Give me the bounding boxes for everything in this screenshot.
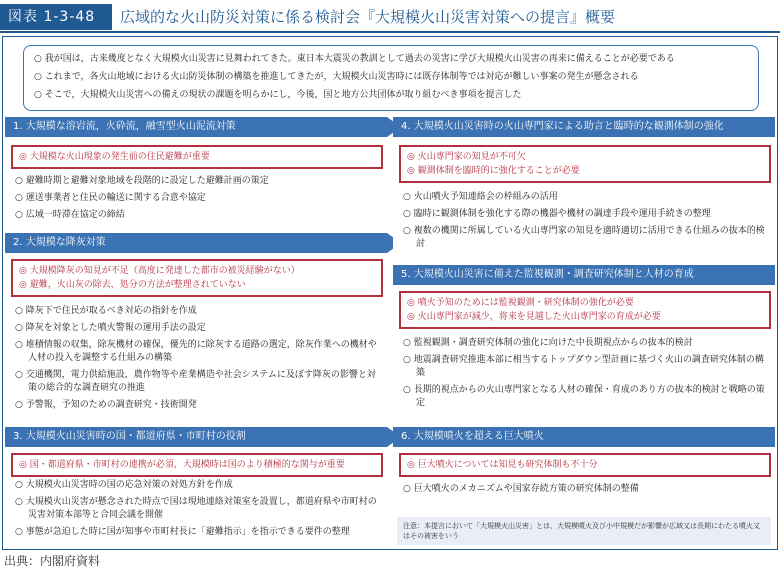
section-3-heading: 3. 大規模火山災害時の国・都道府県・市町村の役割 bbox=[5, 427, 387, 447]
list-item: ○ 複数の機関に所属している火山専門家の知見を適時適切に活用できる仕組みの抜本的検討 bbox=[403, 226, 765, 249]
list-item: ○ 予警報，予知のための調査研究・技術開発 bbox=[15, 400, 197, 410]
issue-line: ◎ 巨大噴火については知見も研究体制も不十分 bbox=[407, 460, 598, 470]
section-5-items bbox=[403, 337, 769, 414]
diagram-frame bbox=[2, 36, 778, 550]
list-item: ○ 事態が急迫した時に国が知事や市町村長に「避難指示」を指示できる要件の整理 bbox=[15, 527, 350, 537]
intro-box bbox=[23, 45, 759, 111]
section-6-items bbox=[403, 483, 769, 500]
list-item: ○ 避難時期と避難対象地域を段階的に設定した避難計画の策定 bbox=[15, 176, 269, 186]
figure-label: 図表 1-3-48 bbox=[0, 4, 112, 30]
section-4-items bbox=[403, 191, 769, 255]
title-rule bbox=[0, 31, 780, 33]
list-item: ○ 大規模火山災害が懸念された時点で国は現地連絡対策室を設置し，都道府県や市町村の災害対策本部等と合同会議を開催 bbox=[15, 497, 377, 520]
list-item: ○ 降灰下で住民が取るべき対応の指針を作成 bbox=[15, 306, 197, 316]
section-4-heading: 4. 大規模火山災害時の火山専門家による助言と臨時的な観測体制の強化 bbox=[393, 117, 775, 137]
list-item: ○ 交通機関，電力供給施設，農作物等や産業構造や社会システムに及ぼす降灰の影響と対策の総合的な調査研究の推進 bbox=[15, 370, 376, 393]
issue-line: ◎ 火山専門家の知見が不可欠 bbox=[407, 152, 526, 162]
issue-line: ◎ 観測体制を臨時的に強化することが必要 bbox=[407, 166, 580, 176]
source-caption: 出典：内閣府資料 bbox=[4, 554, 101, 568]
list-item: ○ 堆積情報の収集，除灰機材の確保，優先的に除灰する道路の選定，除灰作業への機材や人材の投入を調整する仕組みの構築 bbox=[15, 340, 377, 363]
section-5-issue-box bbox=[399, 291, 771, 329]
section-3-items bbox=[15, 479, 381, 543]
section-6-heading: 6. 大規模噴火を超える巨大噴火 bbox=[393, 427, 775, 447]
list-item: ○ 降灰を対象とした噴火警報の運用手法の設定 bbox=[15, 323, 206, 333]
section-4-issue-box bbox=[399, 145, 771, 183]
list-item: ○ 監視観測・調査研究体制の強化に向けた中長期視点からの抜本的検討 bbox=[403, 338, 693, 348]
list-item: ○ 運送事業者と住民の輸送に関する合意や協定 bbox=[15, 193, 206, 203]
intro-line: ○ これまで，各火山地域における火山防災体制の構築を推進してきたが，大規模火山災害時には既存体制等では対応が難しい事案の発生が懸念される bbox=[34, 72, 639, 82]
section-1-issue-box bbox=[11, 145, 383, 169]
definition-note: 注意：本提言において「大規模火山災害」とは，大規模噴火及び小中規模だが影響が広域又は長期にわたる噴火又はその被害をいう bbox=[397, 517, 771, 545]
list-item: ○ 広域一時滞在協定の締結 bbox=[15, 210, 125, 220]
intro-line: ○ そこで，大規模火山災害への備えの現状の課題を明らかにし，今後，国と地方公共団体が取り組むべき事項を提言した bbox=[34, 90, 522, 100]
figure-title: 広域的な火山防災対策に係る検討会『大規模火山災害対策への提言』概要 bbox=[120, 8, 616, 26]
list-item: ○ 地震調査研究推進本部に相当するトップダウン型計画に基づく火山の調査研究体制の構築 bbox=[403, 355, 764, 378]
section-3-issue-box bbox=[11, 453, 383, 477]
figure-header bbox=[0, 0, 780, 32]
section-1-heading: 1. 大規模な溶岩流，火砕流，融雪型火山泥流対策 bbox=[5, 117, 387, 137]
section-2-heading: 2. 大規模な降灰対策 bbox=[5, 233, 387, 253]
issue-line: ◎ 大規模降灰の知見が不足（高度に発達した都市の被災経験がない） bbox=[19, 266, 300, 276]
left-column bbox=[5, 117, 387, 549]
issue-line: ◎ 火山専門家が減少，将来を見越した火山専門家の育成が必要 bbox=[407, 312, 661, 322]
intro-line: ○ 我が国は，古来幾度となく大規模火山災害に見舞われてきた。東日本大震災の教訓として過去の災害に学び大規模火山災害の再来に備えることが必要である bbox=[34, 54, 675, 64]
section-1-items bbox=[15, 175, 381, 226]
section-2-items bbox=[15, 305, 381, 416]
section-6-issue-box bbox=[399, 453, 771, 477]
list-item: ○ 巨大噴火のメカニズムや国家存続方策の研究体制の整備 bbox=[403, 484, 639, 494]
list-item: ○ 大規模火山災害時の国の応急対策の対処方針を作成 bbox=[15, 480, 233, 490]
section-5-heading: 5. 大規模火山災害に備えた監視観測・調査研究体制と人材の育成 bbox=[393, 265, 775, 285]
issue-line: ◎ 避難，火山灰の除去，処分の方法が整理されていない bbox=[19, 280, 246, 290]
issue-line: ◎ 大規模な火山現象の発生前の住民避難が重要 bbox=[19, 152, 210, 162]
right-column bbox=[393, 117, 775, 549]
list-item: ○ 長期的視点からの火山専門家となる人材の確保・育成のあり方の抜本的検討と戦略の策定 bbox=[403, 385, 765, 408]
issue-line: ◎ 国・都道府県・市町村の連携が必須，大規模時は国のより積極的な関与が重要 bbox=[19, 460, 345, 470]
section-2-issue-box bbox=[11, 259, 383, 297]
issue-line: ◎ 噴火予知のためには監視観測・研究体制の強化が必要 bbox=[407, 298, 634, 308]
list-item: ○ 火山噴火予知連絡会の枠組みの活用 bbox=[403, 192, 558, 202]
list-item: ○ 臨時に観測体制を強化する際の機器や機材の調達手段や運用手続きの整理 bbox=[403, 209, 711, 219]
